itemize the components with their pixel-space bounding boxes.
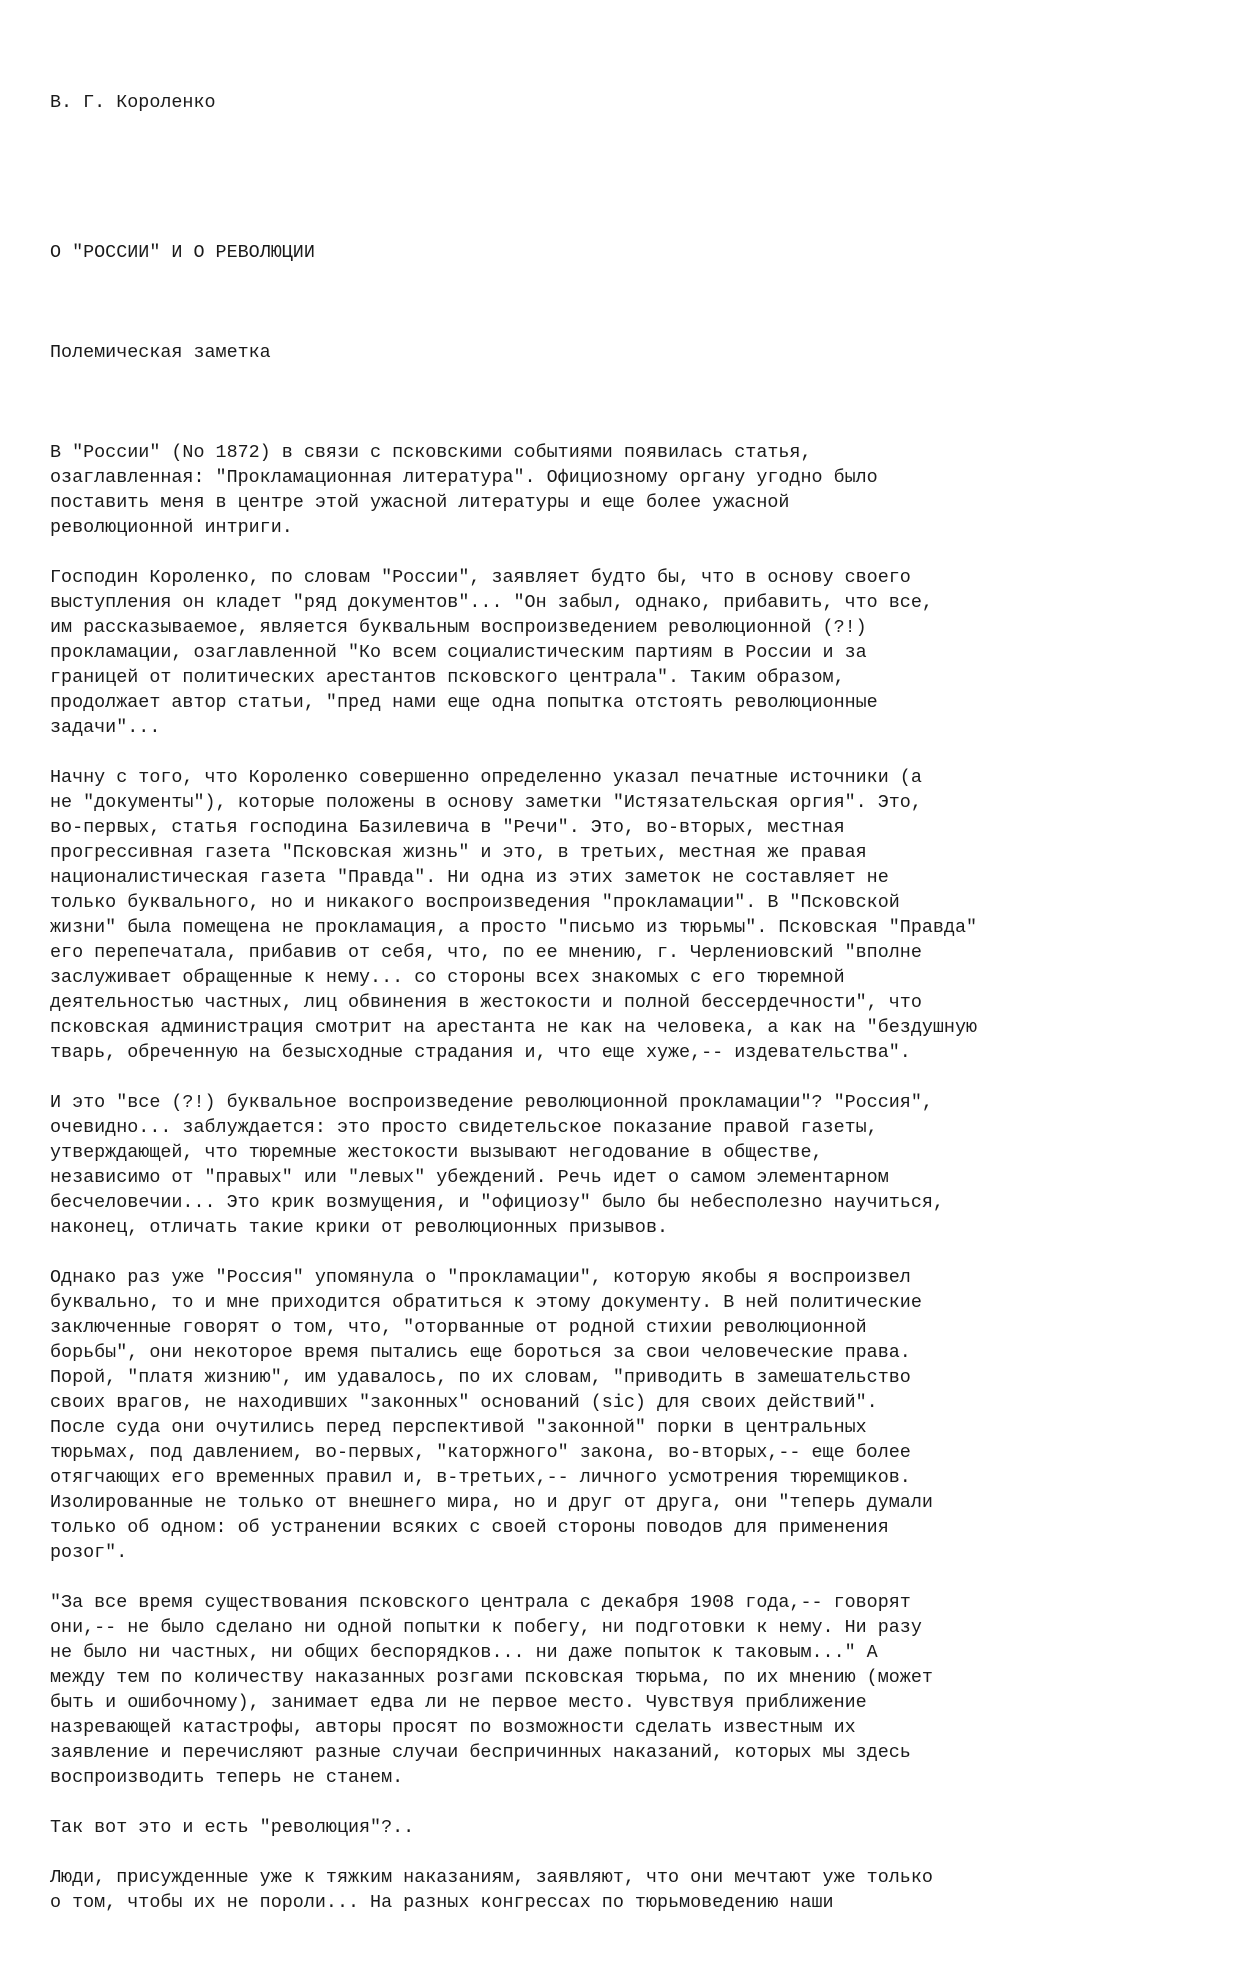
text-line: деятельностью частных, лиц обвинения в жестокости и полной бессердечности", что	[50, 992, 922, 1013]
text-line: границей от политических арестантов псковского централа". Таким образом,	[50, 667, 845, 688]
text-line: Однако раз уже "Россия" упомянула о "прокламации", которую якобы я воспроизвел	[50, 1267, 911, 1288]
paragraph	[50, 1815, 1210, 1840]
document-page	[50, 40, 1210, 1965]
text-line: "За все время существования псковского централа с декабря 1908 года,-- говорят	[50, 1592, 911, 1613]
text-line: только об одном: об устранении всяких с своей стороны поводов для применения	[50, 1517, 889, 1538]
text-line: поставить меня в центре этой ужасной литературы и еще более ужасной	[50, 492, 790, 513]
text-line: бесчеловечии... Это крик возмущения, и "официозу" было бы небесполезно научиться,	[50, 1192, 944, 1213]
paragraph	[50, 1265, 1210, 1565]
paragraph	[50, 1865, 1210, 1915]
text-line: борьбы", они некоторое время пытались еще бороться за свои человеческие права.	[50, 1342, 911, 1363]
text-line: озаглавленная: "Прокламационная литература". Официозному органу угодно было	[50, 467, 878, 488]
text-line: националистическая газета "Правда". Ни одна из этих заметок не составляет не	[50, 867, 889, 888]
text-line: не было ни частных, ни общих беспорядков... ни даже попыток к таковым..." А	[50, 1642, 878, 1663]
text-line: После суда они очутились перед перспективой "законной" порки в центральных	[50, 1417, 867, 1438]
text-line: выступления он кладет "ряд документов"... "Он забыл, однако, прибавить, что все,	[50, 592, 933, 613]
text-line: независимо от "правых" или "левых" убеждений. Речь идет о самом элементарном	[50, 1167, 889, 1188]
text-line: революционной интриги.	[50, 517, 293, 538]
text-line: отягчающих его временных правил и, в-третьих,-- личного усмотрения тюремщиков.	[50, 1467, 911, 1488]
text-line: прокламации, озаглавленной "Ко всем социалистическим партиям в России и за	[50, 642, 867, 663]
text-line: Господин Короленко, по словам "России", заявляет будто бы, что в основу своего	[50, 567, 911, 588]
text-line: буквально, то и мне приходится обратиться к этому документу. В ней политические	[50, 1292, 922, 1313]
text-line: Порой, "платя жизнию", им удавалось, по их словам, "приводить в замешательство	[50, 1367, 911, 1388]
text-line: прогрессивная газета "Псковская жизнь" и это, в третьих, местная же правая	[50, 842, 867, 863]
article-title: О "РОССИИ" И О РЕВОЛЮЦИИ	[50, 242, 315, 263]
text-line: Так вот это и есть "революция"?..	[50, 1817, 415, 1838]
paragraph	[50, 1590, 1210, 1790]
text-line: воспроизводить теперь не станем.	[50, 1767, 404, 1788]
text-line: во-первых, статья господина Базилевича в "Речи". Это, во-вторых, местная	[50, 817, 845, 838]
text-line: Начну с того, что Короленко совершенно определенно указал печатные источники (а	[50, 767, 922, 788]
paragraph	[50, 440, 1210, 540]
text-line: тварь, обреченную на безысходные страдания и, что еще хуже,-- издевательства".	[50, 1042, 911, 1063]
text-line: быть и ошибочному), занимает едва ли не первое место. Чувствуя приближение	[50, 1692, 867, 1713]
paragraph	[50, 1090, 1210, 1240]
text-line: они,-- не было сделано ни одной попытки к побегу, ни подготовки к нему. Ни разу	[50, 1617, 922, 1638]
text-line: Люди, присужденные уже к тяжким наказаниям, заявляют, что они мечтают уже только	[50, 1867, 933, 1888]
paragraph	[50, 765, 1210, 1065]
text-line: заслуживает обращенные к нему... со стороны всех знакомых с его тюремной	[50, 967, 845, 988]
text-line: его перепечатала, прибавив от себя, что, по ее мнению, г. Черлениовский "вполне	[50, 942, 922, 963]
text-line: заключенные говорят о том, что, "оторванные от родной стихии революционной	[50, 1317, 867, 1338]
text-line: наконец, отличать такие крики от революционных призывов.	[50, 1217, 669, 1238]
text-line: В "России" (No 1872) в связи с псковскими событиями появилась статья,	[50, 442, 812, 463]
article-body	[50, 440, 1210, 1915]
text-line: задачи"...	[50, 717, 161, 738]
text-line: назревающей катастрофы, авторы просят по возможности сделать известным их	[50, 1717, 856, 1738]
text-line: Изолированные не только от внешнего мира, но и друг от друга, они "теперь думали	[50, 1492, 933, 1513]
text-line: псковская администрация смотрит на арестанта не как на человека, а как на "бездушную	[50, 1017, 978, 1038]
text-line: о том, чтобы их не пороли... На разных конгрессах по тюрьмоведению наши	[50, 1892, 834, 1913]
text-line: своих врагов, не находивших "законных" оснований (sic) для своих действий".	[50, 1392, 878, 1413]
text-line: утверждающей, что тюремные жестокости вызывают негодование в обществе,	[50, 1142, 823, 1163]
text-line: жизни" была помещена не прокламация, а просто "письмо из тюрьмы". Псковская "Правда"	[50, 917, 978, 938]
text-line: И это "все (?!) буквальное воспроизведение революционной прокламации"? "Россия",	[50, 1092, 933, 1113]
text-line: розог".	[50, 1542, 128, 1563]
paragraph	[50, 565, 1210, 740]
text-line: им рассказываемое, является буквальным воспроизведением революционной (?!)	[50, 617, 867, 638]
text-line: тюрьмах, под давлением, во-первых, "каторжного" закона, во-вторых,-- еще более	[50, 1442, 911, 1463]
text-line: только буквального, но и никакого воспроизведения "прокламации". В "Псковской	[50, 892, 900, 913]
author-name: В. Г. Короленко	[50, 92, 216, 113]
text-line: не "документы"), которые положены в основу заметки "Истязательская оргия". Это,	[50, 792, 922, 813]
text-line: продолжает автор статьи, "пред нами еще одна попытка отстоять революционные	[50, 692, 878, 713]
text-line: между тем по количеству наказанных розгами псковская тюрьма, по их мнению (может	[50, 1667, 933, 1688]
text-line: очевидно... заблуждается: это просто свидетельское показание правой газеты,	[50, 1117, 878, 1138]
text-line: заявление и перечисляют разные случаи беспричинных наказаний, которых мы здесь	[50, 1742, 911, 1763]
article-subtitle: Полемическая заметка	[50, 342, 271, 363]
